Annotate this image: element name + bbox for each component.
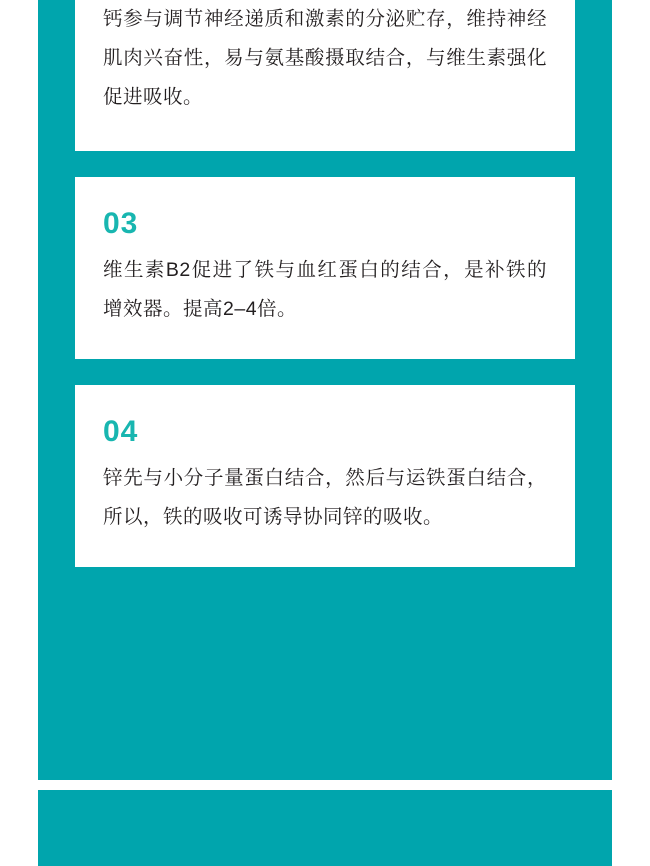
card-number-label: 04: [103, 415, 139, 448]
bottom-teal-band: [38, 790, 612, 866]
bottom-white-divider: [0, 780, 650, 790]
card-number-label: 03: [103, 207, 139, 240]
card-list: [75, 0, 575, 593]
card-body-text: 锌先与小分子量蛋白结合，然后与运铁蛋白结合，所以，铁的吸收可诱导协同锌的吸收。: [103, 467, 547, 528]
left-gutter: [0, 0, 38, 866]
right-gutter: [612, 0, 650, 866]
card-body-text: 钙参与调节神经递质和激素的分泌贮存，维持神经肌肉兴奋性，易与氨基酸摄取结合，与维生素强化促进吸收。: [103, 8, 547, 108]
content-card-03: [75, 177, 575, 359]
content-card-clipped: [75, 0, 575, 151]
content-card-04: [75, 385, 575, 567]
card-body-text: 维生素B2促进了铁与血红蛋白的结合，是补铁的增效器。提高2–4倍。: [103, 259, 547, 320]
